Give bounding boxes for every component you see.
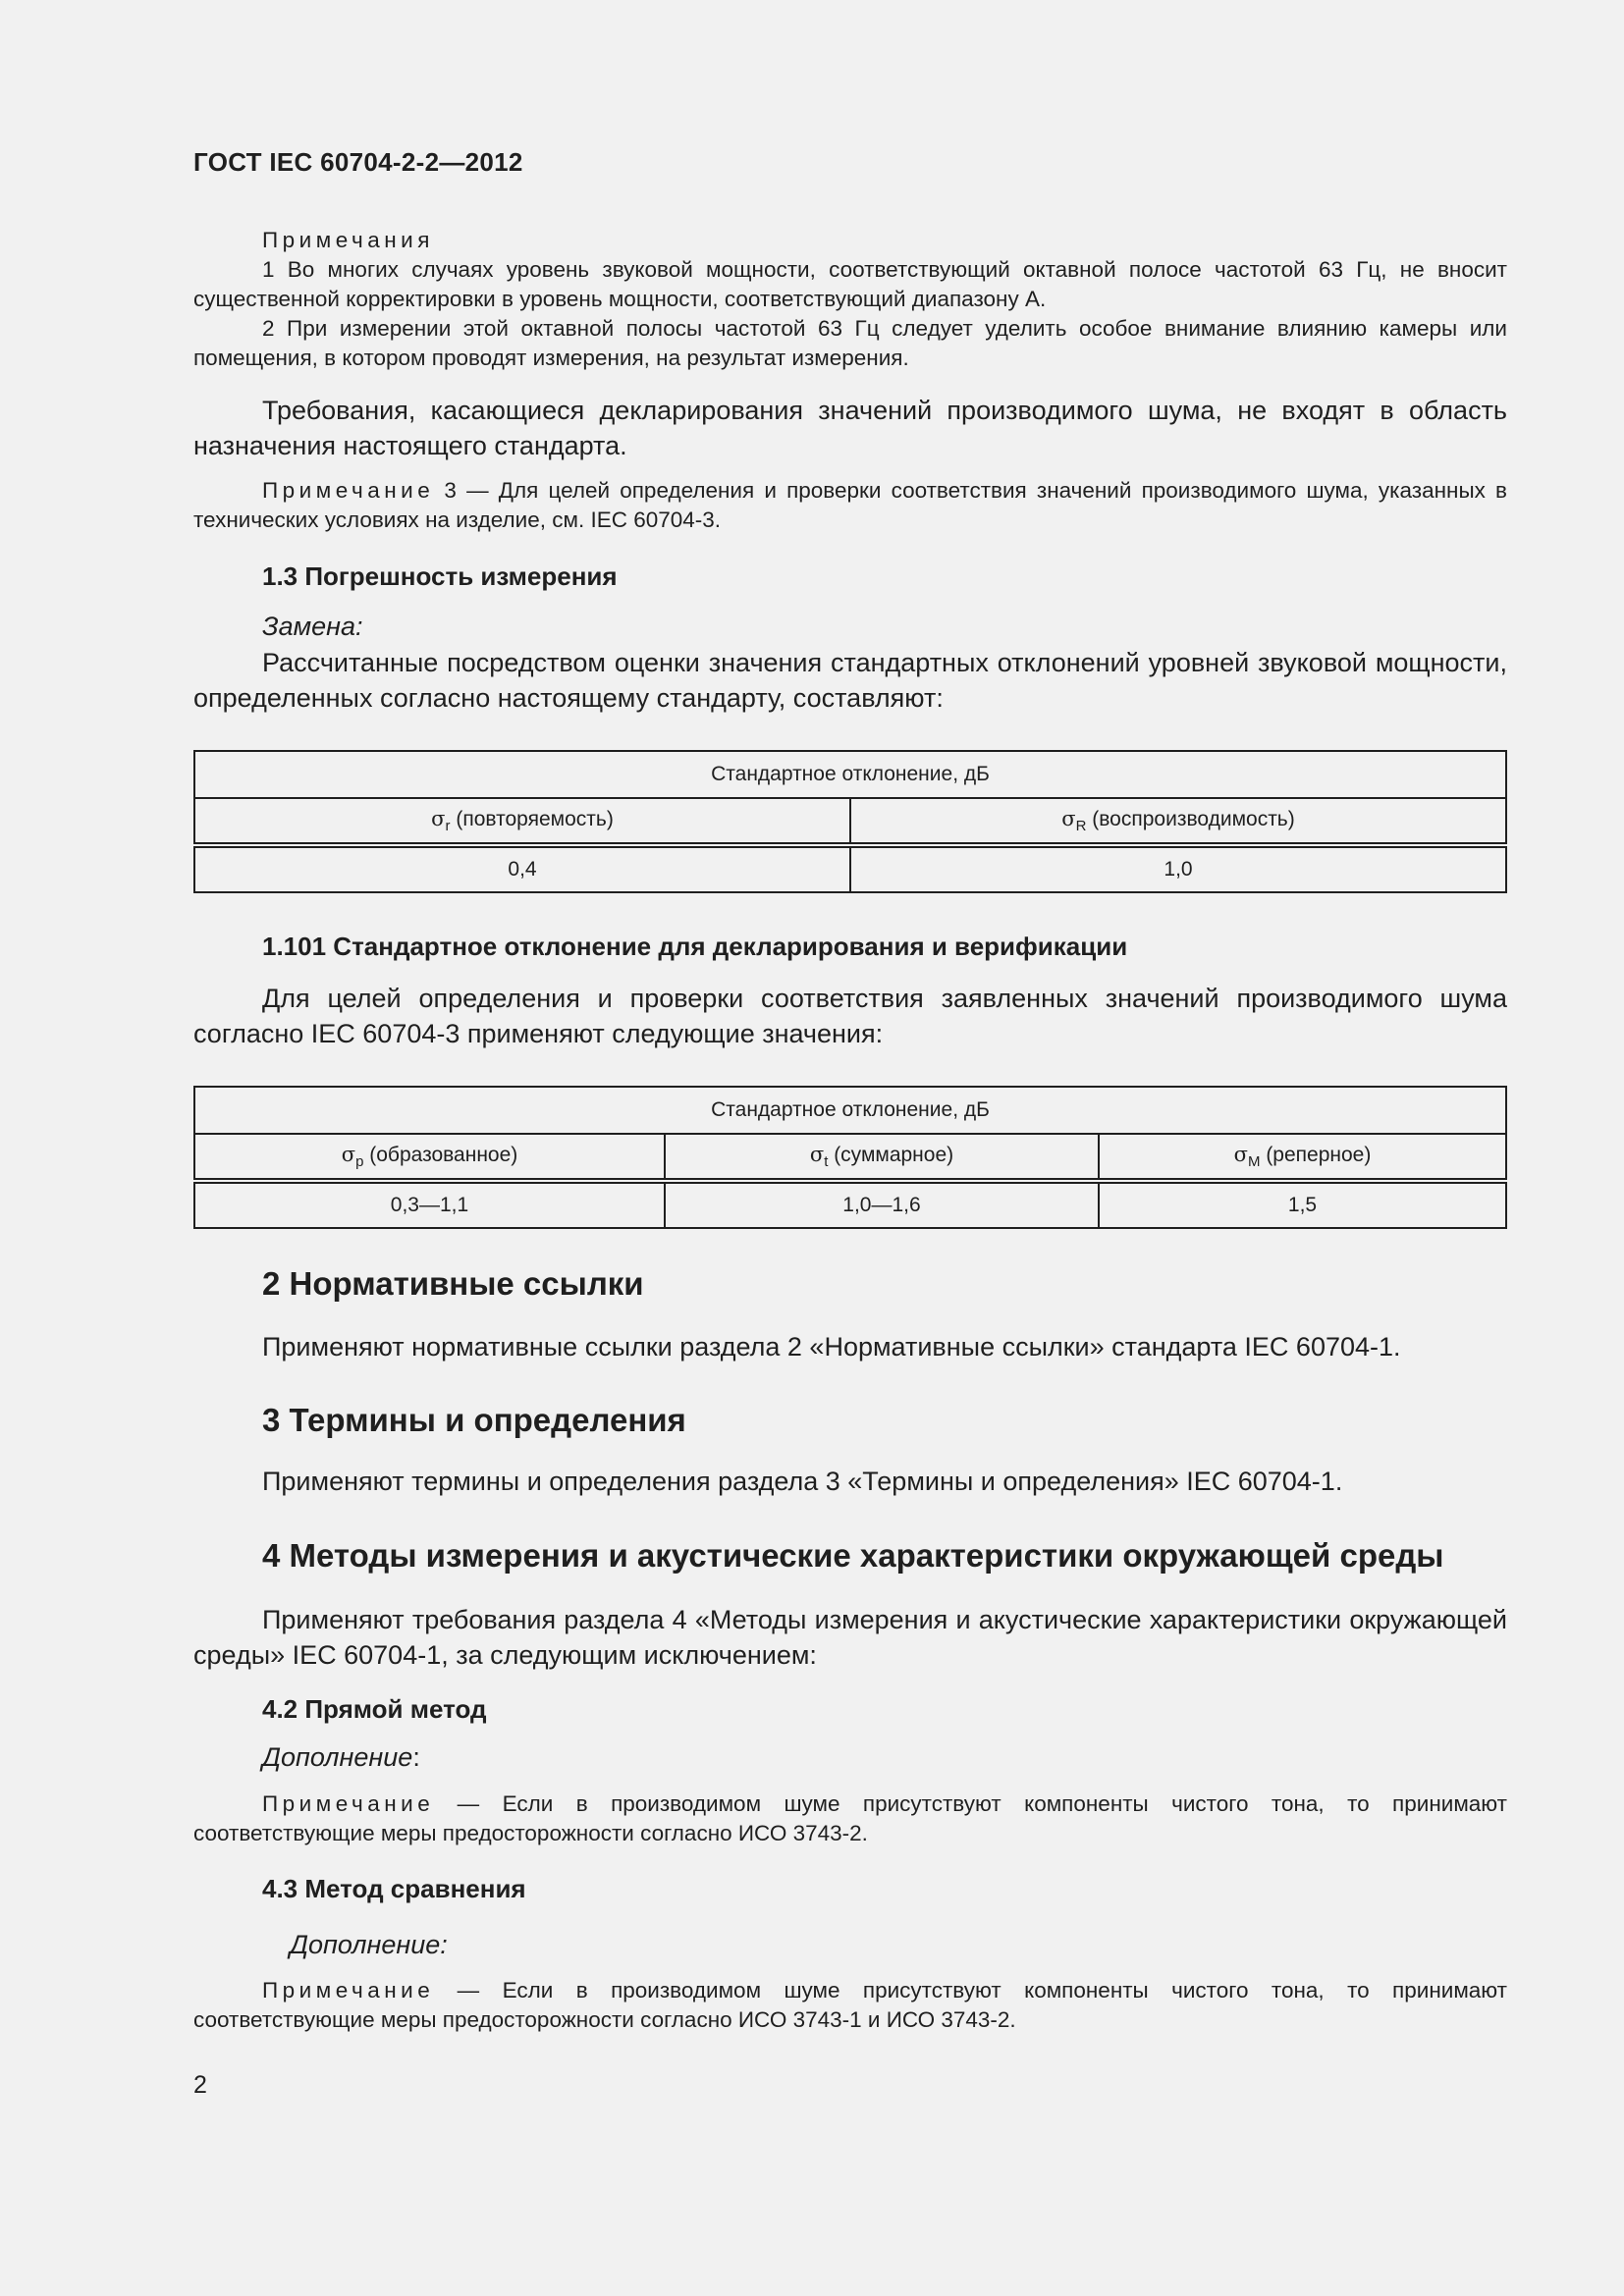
- column-label: (суммарное): [828, 1143, 954, 1166]
- sigma-symbol: σ: [1233, 1142, 1248, 1166]
- table2-col-total: [665, 1134, 1099, 1181]
- note-label: Примечание: [262, 1978, 435, 2002]
- sigma-subscript: M: [1247, 1153, 1261, 1171]
- sigma-symbol: σ: [1061, 806, 1076, 830]
- note-3-label: Примечание: [262, 478, 435, 503]
- table1-col-reproducibility: [850, 798, 1506, 845]
- section-4-3-addition: Дополнение:: [290, 1930, 448, 1959]
- declaration-paragraph: Требования, касающиеся декларирования значений производимого шума, не входят в область назначения настоящего стандарта.: [193, 396, 1507, 460]
- table1-value-repeatability: 0,4: [194, 845, 850, 892]
- notes-title: Примечания: [262, 228, 434, 252]
- section-1-3-title: 1.3 Погрешность измерения: [262, 561, 618, 591]
- section-4-2-note: [193, 1789, 1507, 1848]
- table2-caption: Стандартное отклонение, дБ: [194, 1087, 1506, 1134]
- section-1-101-text: Для целей определения и проверки соответствия заявленных значений производимого шума согласно IEC 60704-3 применяют следующие значения:: [193, 984, 1507, 1048]
- table-declaration: [193, 1086, 1507, 1229]
- table2-value-produced: 0,3—1,1: [194, 1181, 665, 1228]
- column-label: (образованное): [363, 1143, 518, 1166]
- section-1-3-text: Рассчитанные посредством оценки значения стандартных отклонений уровней звуковой мощности, определенных согласно настоящему стандарту, составляют:: [193, 648, 1507, 713]
- addition-label: Дополнение: [262, 1742, 413, 1772]
- section-4-title: 4 Методы измерения и акустические характеристики окружающей среды: [262, 1537, 1444, 1574]
- column-label: (реперное): [1260, 1143, 1372, 1166]
- table1-caption: Стандартное отклонение, дБ: [194, 751, 1506, 798]
- table2-col-produced: [194, 1134, 665, 1181]
- section-1-3-replacement: Замена:: [262, 612, 363, 641]
- sigma-subscript: p: [355, 1153, 364, 1171]
- sigma-symbol: σ: [341, 1142, 356, 1166]
- table2-value-total: 1,0—1,6: [665, 1181, 1099, 1228]
- section-4-2-title: 4.2 Прямой метод: [262, 1694, 487, 1724]
- table1-col-repeatability: [194, 798, 850, 845]
- page-number: 2: [193, 2071, 207, 2099]
- section-3-text: Применяют термины и определения раздела 3 «Термины и определения» IEC 60704-1.: [262, 1467, 1343, 1496]
- sigma-subscript: t: [824, 1153, 829, 1171]
- note-label: Примечание: [262, 1791, 435, 1816]
- column-label: (повторяемость): [450, 807, 614, 830]
- section-4-2-addition: [193, 1739, 1507, 1775]
- section-4-text: Применяют требования раздела 4 «Методы измерения и акустические характеристики окружающей среды» IEC 60704-1, за следующим исключением:: [193, 1605, 1507, 1670]
- note-3: [193, 476, 1507, 535]
- column-label: (воспроизводимость): [1086, 807, 1295, 830]
- note-3-text: 3 — Для целей определения и проверки соответствия значений производимого шума, указанных в технических условиях на изделие, см. IEC 60704-3.: [193, 478, 1507, 532]
- table2-value-reference: 1,5: [1099, 1181, 1506, 1228]
- addition-colon: :: [412, 1742, 420, 1772]
- table-repeatability: [193, 750, 1507, 893]
- section-4-3-title: 4.3 Метод сравнения: [262, 1874, 526, 1903]
- sigma-symbol: σ: [809, 1142, 825, 1166]
- note-text: — Если в производимом шуме присутствуют компоненты чистого тона, то принимают соответствующие меры предосторожности согласно ИСО 3743-1 и ИСО 3743-2.: [193, 1978, 1507, 2032]
- section-2-text: Применяют нормативные ссылки раздела 2 «Нормативные ссылки» стандарта IEC 60704-1.: [262, 1332, 1401, 1362]
- table2-col-reference: [1099, 1134, 1506, 1181]
- note-2: 2 При измерении этой октавной полосы частотой 63 Гц следует уделить особое внимание влиянию камеры или помещения, в котором проводят измерения, на результат измерения.: [193, 316, 1507, 370]
- note-text: — Если в производимом шуме присутствуют компоненты чистого тона, то принимают соответствующие меры предосторожности согласно ИСО 3743-2.: [193, 1791, 1507, 1845]
- sigma-subscript: R: [1075, 818, 1087, 835]
- table1-value-reproducibility: 1,0: [850, 845, 1506, 892]
- section-3-title: 3 Термины и определения: [262, 1402, 686, 1438]
- note-1: 1 Во многих случаях уровень звуковой мощности, соответствующий октавной полосе частотой 63 Гц, не вносит существенной корректировки в уровень мощности, соответствующий диапазону А.: [193, 257, 1507, 311]
- sigma-subscript: r: [445, 818, 451, 835]
- notes-block: [193, 226, 1507, 373]
- section-1-101-title: 1.101 Стандартное отклонение для декларирования и верификации: [262, 932, 1128, 961]
- section-2-title: 2 Нормативные ссылки: [262, 1265, 644, 1302]
- sigma-symbol: σ: [431, 806, 446, 830]
- document-header: ГОСТ IEC 60704-2-2—2012: [193, 147, 523, 177]
- section-4-3-note: [193, 1976, 1507, 2035]
